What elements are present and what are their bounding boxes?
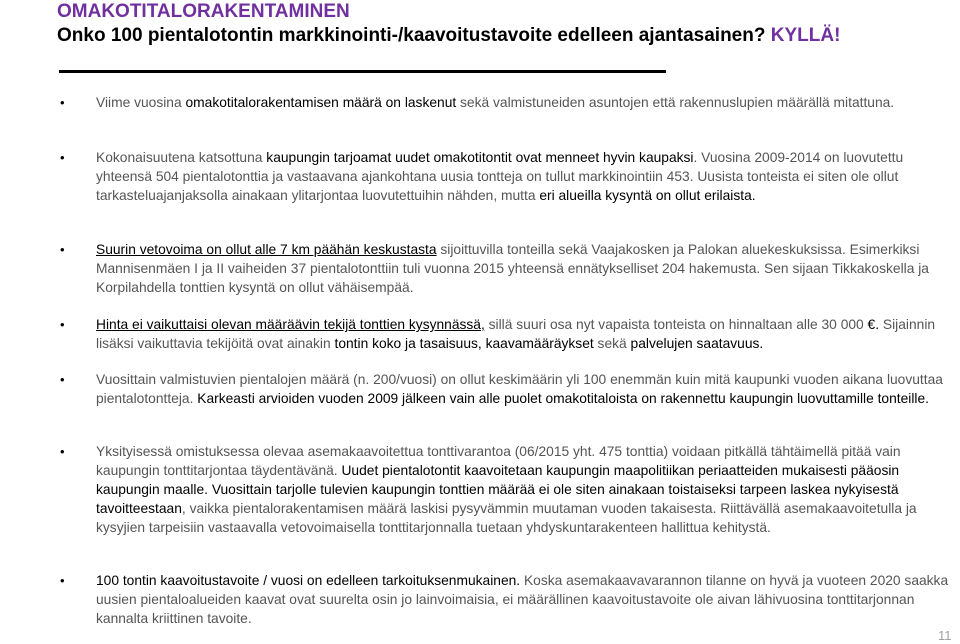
bullet-item [96,148,956,205]
slide-answer: KYLLÄ! [770,25,841,46]
bullet-text: sekä [593,336,631,351]
bullet-emphasis: 100 tontin kaavoitustavoite / vuosi on edelleen tarkoituksenmukainen. [96,573,521,588]
bullet-text: Koska asemakaavavarannon tilanne on hyvä ja vuoteen 2020 saakka uusien pientaloalueiden kaavat ovat suurelta osin jo lainvoimaisia, ei määrällinen kaavoitustavoite ole aivan lähivuosina tonttitarjonnan kannalta kriittinen tavoite. [96,573,949,626]
bullet-text: Viime vuosina [96,95,186,110]
bullet-emphasis: eri alueilla kysyntä on ollut erilaista. [539,188,756,203]
bullet-text: Kokonaisuutena katsottuna [96,150,267,165]
bullet-emphasis: omakotitalorakentamisen määrä on laskenut [185,95,457,110]
title-divider [59,70,666,73]
bullet-item [96,240,956,297]
bullet-emphasis: Hinta ei vaikuttaisi olevan määräävin tekijä tonttien kysynnässä, [96,317,485,332]
bullet-item [96,315,956,353]
slide-title: OMAKOTITALORAKENTAMINEN [57,1,350,22]
bullet-text: sillä suuri osa nyt vapaista tonteista on hinnaltaan alle 30 000 [484,317,868,332]
bullet-text: sijoittuvilla tonteilla sekä Vaajakosken ja Palokan aluekeskuksissa. Esimerkiksi Mannisenmäen I ja II vaiheiden 37 pientalotonttiin tuli vuonna 2015 yhteensä ennätykselliset 204 hakemusta. Sen sijaan Tikkakoskella ja Korpilahdella tonttien kysyntä on ollut vähäisempää. [96,242,929,295]
bullet-emphasis: Suurin vetovoima on ollut alle 7 km päähän keskustasta [96,242,437,257]
bullet-text: , vaikka pientalorakentamisen määrä laskisi pysyvämmin muutaman vuoden takaisesta. Riittävällä asemakaavoitetulla ja kysyjien tarpeisiin vastaavalla vetovoimaisella tonttitarjonnalla tuetaan yhdyskuntarakenteen hallittua kehitystä. [96,501,917,535]
slide-question: Onko 100 pientalotontin markkinointi-/kaavoitustavoite edelleen ajantasainen? [57,25,766,46]
bullet-text: sekä valmistuneiden asuntojen että rakennuslupien määrällä mitattuna. [456,95,895,110]
slide-subtitle [57,24,840,47]
bullet-text: Sijainnin lisäksi vaikuttavia tekijöitä ovat ainakin [96,317,936,351]
bullet-text: Yksityisessä omistuksessa olevaa asemakaavoitettua tonttivarantoa (06/2015 yht. 475 tonttia) voidaan pitkällä tähtäimellä pitää vain kaupungin tonttitarjontaa täydentävänä. [96,444,901,478]
bullet-emphasis: €. [867,317,880,332]
bullet-item [96,442,956,537]
bullet-item [96,370,956,408]
page-number: 11 [938,628,952,643]
bullet-emphasis: kaupungin tarjoamat uudet omakotitontit ovat menneet hyvin kaupaksi [266,150,694,165]
bullet-emphasis: tontin koko ja tasaisuus, kaavamääräykset [334,336,594,351]
bullet-text: Vuosittain valmistuvien pientalojen määrä (n. 200/vuosi) on ollut keskimäärin yli 100 enemmän kuin mitä kaupunki vuoden aikana luovuttaa pientalotontteja. [96,372,943,406]
bullet-text: . Vuosina 2009-2014 on luovutettu yhteensä 504 pientalotonttia ja vastaavana ajankohtana uusia tontteja on tullut markkinointiin 453. Uusista tonteista ei siten ole ollut tarkasteluajanjaksolla ainakaan ylitarjontaa luovutettuihin nähden, mutta [96,150,904,203]
bullet-emphasis: Uudet pientalotontit kaavoitetaan kaupungin maapolitiikan periaatteiden mukaisesti pääosin kaupungin maalle. Vuosittain tarjolle tulevien kaupungin tonttien määrää ei ole siten ainakaan toistaiseksi tarpeen laskea nykyisestä tavoitteestaan [96,463,900,516]
bullet-item [96,571,956,628]
bullet-emphasis: palvelujen saatavuus. [630,336,764,351]
bullet-item [96,93,956,112]
bullet-emphasis: Karkeasti arvioiden vuoden 2009 jälkeen vain alle puolet omakotitaloista on rakennettu kaupungin luovuttamille tonteille. [197,391,929,406]
